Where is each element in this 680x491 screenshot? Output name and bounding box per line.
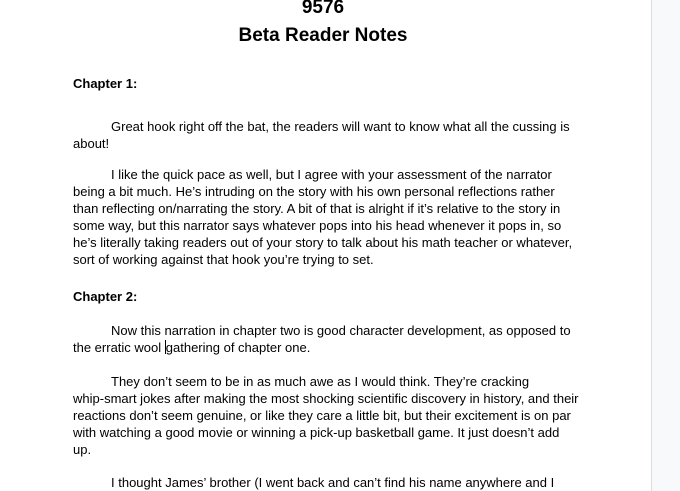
text-line: Now this narration in chapter two is good character development, as opposed to — [111, 323, 571, 338]
text-line: being a bit much. He’s intruding on the story with his own personal reflections rather — [73, 184, 555, 199]
text-segment: gathering of chapter one. — [165, 340, 311, 355]
document-number: 9576 — [301, 0, 345, 18]
chapter-2-paragraph-2 — [73, 373, 578, 458]
text-line — [73, 339, 578, 356]
chapter-2-paragraph-3 — [73, 474, 578, 491]
text-line: than reflecting on/narrating the story. A bit of that is alright if it’s relative to the story in — [73, 201, 561, 216]
text-line: I thought James’ brother (I went back and can’t find his name anywhere and I — [111, 475, 555, 490]
chapter-1-paragraph-1 — [73, 118, 578, 152]
text-line: whip-smart jokes after making the most shocking scientific discovery in history, and their — [73, 391, 579, 406]
page-edge-divider — [651, 0, 652, 491]
text-line: I like the quick pace as well, but I agree with your assessment of the narrator — [111, 167, 552, 182]
chapter-1-paragraph-2 — [73, 166, 578, 268]
text-line: some way, but this narrator says whatever pops into his head whenever it pops in, so — [73, 218, 562, 233]
text-line: reactions don’t seem genuine, or like they care a little bit, but their excitement is on par — [73, 408, 571, 423]
chapter-1-heading: Chapter 1: — [73, 76, 138, 91]
text-line: sort of working against that hook you’re trying to set. — [73, 252, 374, 267]
text-line: he’s literally taking readers out of your story to talk about his math teacher or whatever, — [73, 235, 573, 250]
text-line: They don’t seem to be in as much awe as I would think. They’re cracking — [111, 374, 530, 389]
document-title: Beta Reader Notes — [238, 25, 408, 46]
text-line: with watching a good movie or winning a pick-up basketball game. It just doesn’t add — [73, 425, 560, 440]
text-line: Great hook right off the bat, the readers will want to know what all the cussing is — [111, 119, 570, 134]
text-line: about! — [73, 136, 110, 151]
chapter-2-paragraph-1 — [73, 322, 578, 356]
text-line: up. — [73, 442, 92, 457]
chapter-2-heading: Chapter 2: — [73, 289, 138, 304]
text-segment: the erratic wool — [73, 340, 165, 355]
